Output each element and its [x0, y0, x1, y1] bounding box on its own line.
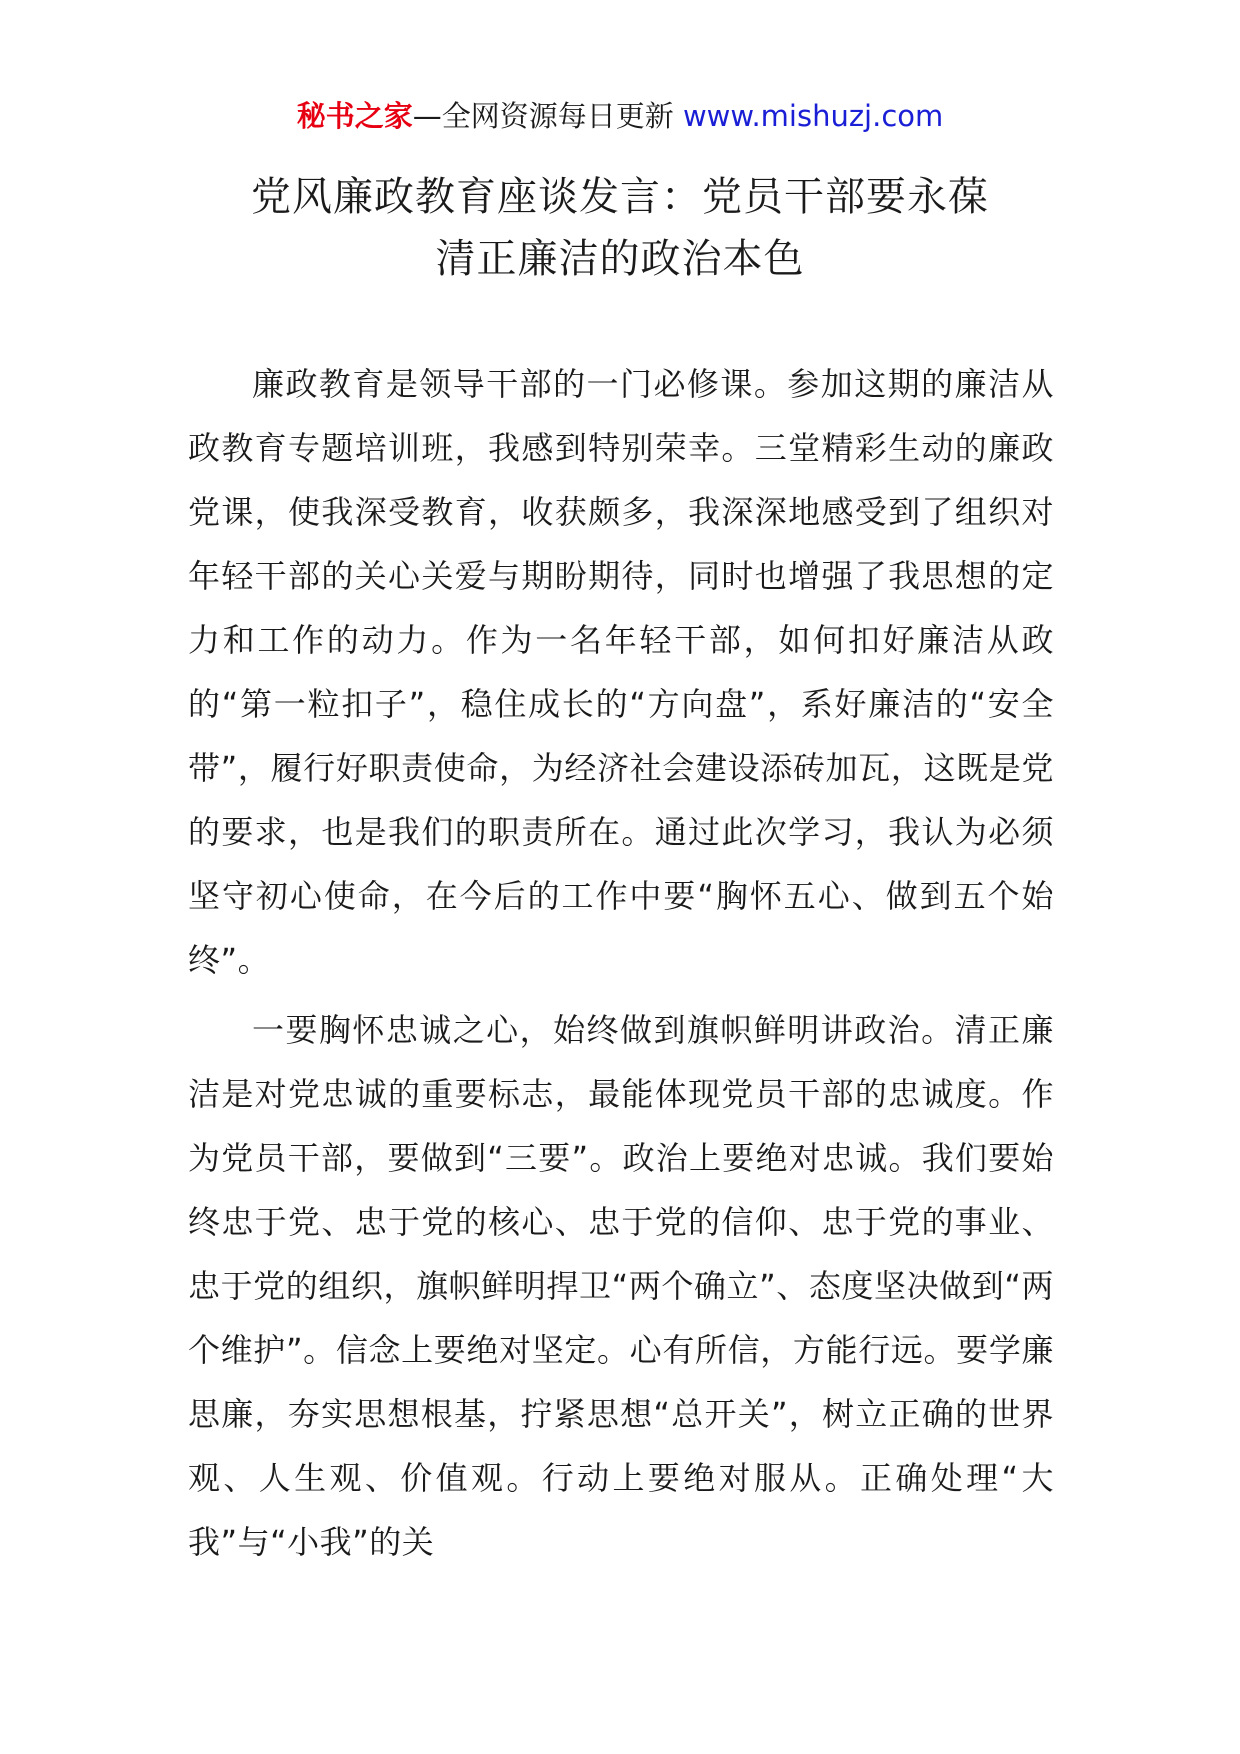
- brand-name: 秘书之家: [296, 99, 413, 133]
- paragraph-lead: 一要胸怀忠诚之心，始终做到旗帜鲜明讲政治。: [252, 1011, 955, 1049]
- header-tagline: —全网资源每日更新: [412, 99, 674, 133]
- paragraph-text: 廉政教育是领导干部的一门必修课。参加这期的廉洁从政教育专题培训班，我感到特别荣幸。三堂精彩生动的廉政党课，使我深受教育，收获颇多，我深深地感受到了组织对年轻干部的关心关爱与期盼期待，同时也增强了我思想的定力和工作的动力。作为一名年轻干部，如何扣好廉洁从政的“第一粒扣子”，稳住成长的“方向盘”，系好廉洁的“安全带”，履行好职责使命，为经济社会建设添砖加瓦，这既是党的要求，也是我们的职责所在。通过此次学习，我认为必须坚守初心使命，在今后的工作中要“胸怀五心、做到五个始终”。: [188, 365, 1054, 979]
- paragraph-2: [188, 998, 1054, 1574]
- title-line-1: 党风廉政教育座谈发言：党员干部要永葆: [251, 174, 989, 220]
- document-body: [188, 352, 1054, 1574]
- document-title: [140, 166, 1100, 290]
- site-url-link[interactable]: www.mishuzj.com: [682, 99, 944, 133]
- site-header: [0, 96, 1240, 136]
- paragraph-1: [188, 352, 1054, 992]
- title-line-2: 清正廉洁的政治本色: [435, 236, 805, 282]
- paragraph-text: 清正廉洁是对党忠诚的重要标志，最能体现党员干部的忠诚度。作为党员干部，要做到“三要”。政治上要绝对忠诚。我们要始终忠于党、忠于党的核心、忠于党的信仰、忠于党的事业、忠于党的组织，旗帜鲜明捍卫“两个确立”、态度坚决做到“两个维护”。信念上要绝对坚定。心有所信，方能行远。要学廉思廉，夯实思想根基，拧紧思想“总开关”，树立正确的世界观、人生观、价值观。行动上要绝对服从。正确处理“大我”与“小我”的关: [188, 1011, 1054, 1561]
